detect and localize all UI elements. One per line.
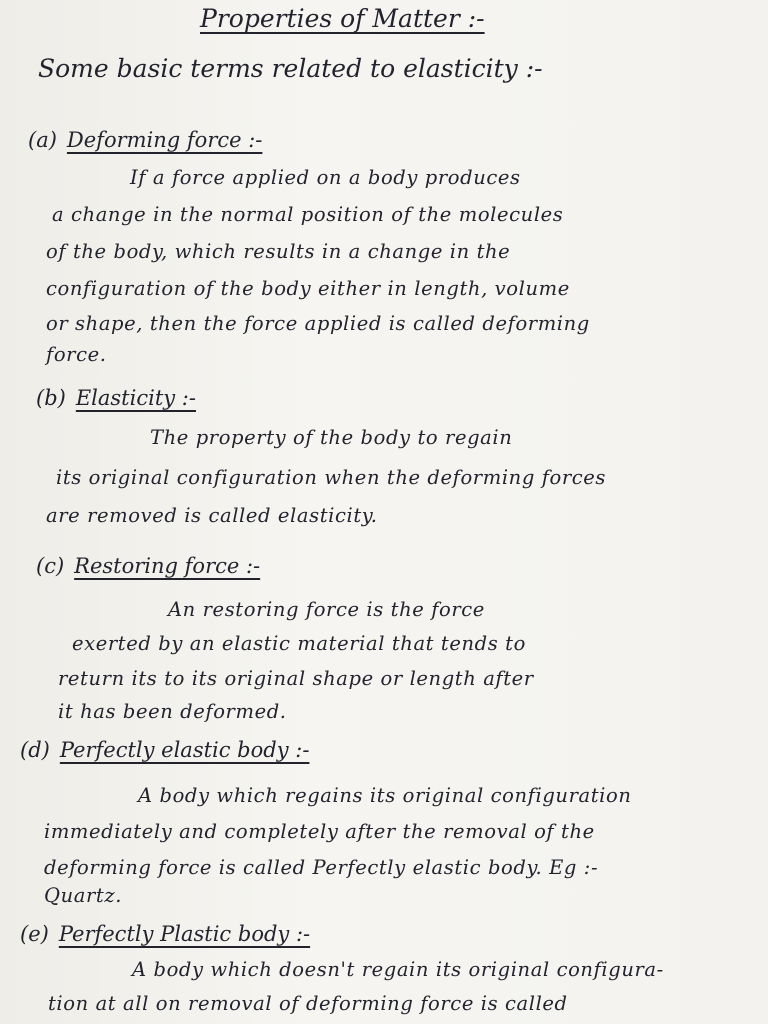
text-line: a change in the normal position of the molecules (52, 203, 564, 226)
text-line: tion at all on removal of deforming force is called (48, 992, 568, 1015)
section-d-title: Perfectly elastic body :- (59, 738, 310, 762)
section-a-heading (28, 128, 262, 152)
section-b-heading (36, 386, 196, 410)
section-b-title: Elasticity :- (75, 386, 196, 410)
text-line: of the body, which results in a change in the (46, 240, 511, 263)
text-line: configuration of the body either in length, volume (46, 277, 570, 300)
text-line: An restoring force is the force (168, 598, 485, 621)
section-e-label: (e) (20, 922, 49, 946)
text-line: exerted by an elastic material that tends to (72, 632, 526, 655)
text-line: force. (46, 343, 107, 366)
page-subtitle: Some basic terms related to elasticity :- (38, 54, 543, 83)
page-title: Properties of Matter :- (200, 4, 485, 33)
text-line: or shape, then the force applied is called deforming (46, 312, 590, 335)
text-line: deforming force is called Perfectly elastic body. Eg :- (44, 856, 599, 879)
section-e-heading (20, 922, 310, 946)
section-c-heading (36, 554, 260, 578)
text-line: The property of the body to regain (150, 426, 513, 449)
text-line: A body which doesn't regain its original configura- (132, 958, 664, 981)
text-line: return its to its original shape or length after (58, 667, 534, 690)
text-line: are removed is called elasticity. (46, 504, 378, 527)
section-e-title: Perfectly Plastic body :- (58, 922, 311, 946)
section-a-title: Deforming force :- (66, 128, 263, 152)
text-line: immediately and completely after the removal of the (44, 820, 595, 843)
text-line: Quartz. (44, 884, 123, 907)
text-line: A body which regains its original configuration (138, 784, 632, 807)
section-c-label: (c) (36, 554, 65, 578)
section-c-title: Restoring force :- (74, 554, 261, 578)
text-line: If a force applied on a body produces (130, 166, 521, 189)
section-b-label: (b) (36, 386, 66, 410)
section-a-label: (a) (28, 128, 57, 152)
text-line: it has been deformed. (58, 700, 287, 723)
section-d-label: (d) (20, 738, 50, 762)
section-d-heading (20, 738, 309, 762)
text-line: its original configuration when the deforming forces (56, 466, 607, 489)
